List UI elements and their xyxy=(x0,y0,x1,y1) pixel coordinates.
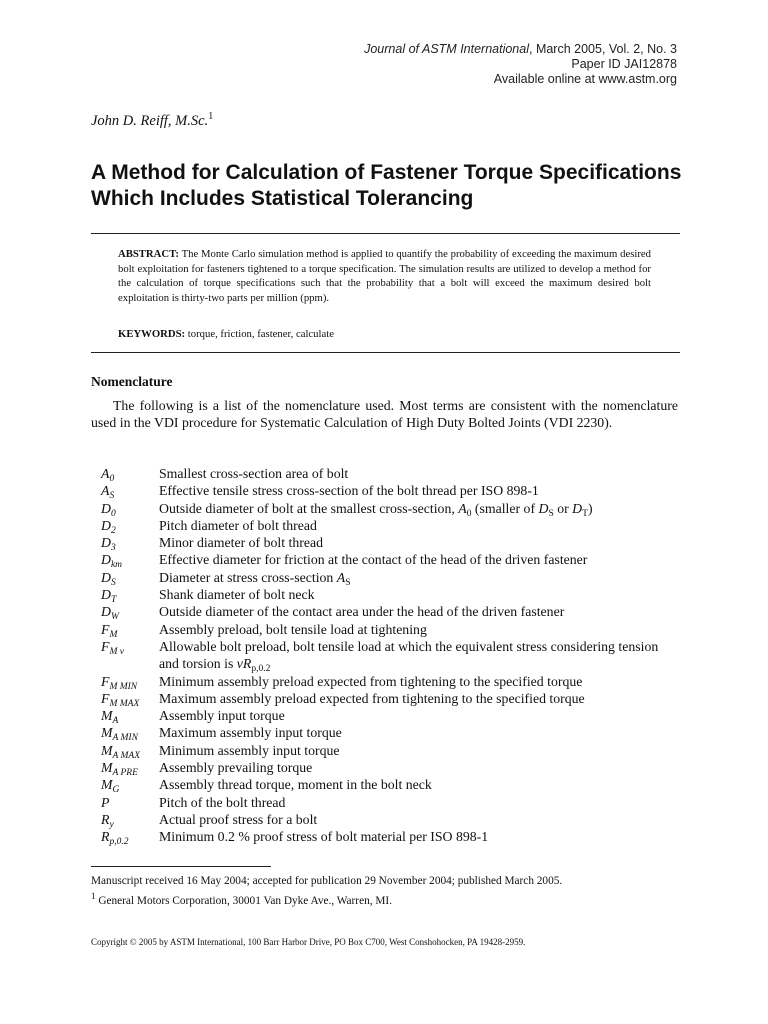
journal-citation xyxy=(364,42,677,57)
nomenclature-description xyxy=(159,482,681,499)
description-text: Maximum assembly input torque xyxy=(159,725,342,741)
description-text: Minimum assembly input torque xyxy=(159,742,340,758)
nomenclature-symbol xyxy=(101,828,159,848)
description-subscript: 0 xyxy=(466,508,472,519)
symbol-subscript: M MAX xyxy=(109,698,140,709)
nomenclature-symbol xyxy=(101,534,159,554)
nomenclature-item xyxy=(101,621,681,638)
symbol-subscript: 0 xyxy=(110,508,116,519)
description-text: (smaller of xyxy=(471,500,539,516)
symbol-base: D xyxy=(101,517,111,533)
description-symbol: D xyxy=(572,500,583,516)
description-text: Assembly preload, bolt tensile load at tightening xyxy=(159,621,427,637)
nomenclature-symbol xyxy=(101,551,159,571)
description-subscript: S xyxy=(548,508,554,519)
keywords-text: torque, friction, fastener, calculate xyxy=(185,328,334,340)
nomenclature-item xyxy=(101,586,681,606)
nomenclature-description xyxy=(159,603,681,620)
nomenclature-description xyxy=(159,707,681,724)
nomenclature-item xyxy=(101,811,681,828)
symbol-base: M xyxy=(101,725,113,741)
symbol-subscript: 0 xyxy=(109,474,115,484)
paper-title: A Method for Calculation of Fastener Torque Specifications Which Includes Statistical Tolerancing xyxy=(91,161,682,210)
nomenclature-symbol xyxy=(101,742,159,759)
description-text: Minimum assembly preload expected from tightening to the specified torque xyxy=(159,673,583,689)
nomenclature-item xyxy=(101,638,681,673)
journal-header xyxy=(364,42,677,87)
nomenclature-item xyxy=(101,828,681,848)
nomenclature-description xyxy=(159,742,681,759)
nomenclature-item xyxy=(101,794,681,811)
symbol-subscript: A MAX xyxy=(112,750,141,761)
affiliation-text: General Motors Corporation, 30001 Van Dyke Ave., Warren, MI. xyxy=(95,894,393,907)
symbol-base: M xyxy=(101,760,113,776)
symbol-subscript: y xyxy=(109,819,114,830)
nomenclature-description xyxy=(159,759,681,776)
nomenclature-description xyxy=(159,621,681,638)
keywords xyxy=(118,328,334,340)
nomenclature-description xyxy=(159,776,681,793)
online-availability: Available online at www.astm.org xyxy=(493,72,677,86)
symbol-base: R xyxy=(101,829,110,845)
symbol-base: D xyxy=(101,552,111,568)
nomenclature-symbol xyxy=(101,707,159,727)
nomenclature-symbol xyxy=(101,482,159,502)
symbol-subscript: M ν xyxy=(109,646,124,657)
nomenclature-item xyxy=(101,673,681,690)
nomenclature-description xyxy=(159,638,681,673)
symbol-base: F xyxy=(101,690,110,706)
symbol-subscript: 2 xyxy=(110,525,116,536)
description-text: or xyxy=(553,500,573,516)
symbol-base: M xyxy=(101,742,113,758)
symbol-subscript: A MIN xyxy=(112,733,138,744)
author-footnote-marker: 1 xyxy=(208,111,214,122)
symbol-base: M xyxy=(101,708,113,724)
description-text: Assembly prevailing torque xyxy=(159,760,313,776)
nomenclature-item xyxy=(101,724,681,744)
description-text: Actual proof stress for a bolt xyxy=(159,811,318,827)
footnotes xyxy=(91,874,562,909)
nomenclature-item xyxy=(101,690,681,707)
nomenclature-symbol xyxy=(101,690,159,707)
nomenclature-description xyxy=(159,500,681,517)
nomenclature-symbol xyxy=(101,517,159,534)
nomenclature-item xyxy=(101,500,681,517)
paper-id: Paper ID JAI12878 xyxy=(571,57,677,71)
nomenclature-symbol xyxy=(101,603,159,623)
symbol-base: D xyxy=(101,500,111,516)
nomenclature-description xyxy=(159,673,681,690)
nomenclature-description xyxy=(159,586,681,603)
nomenclature-symbol xyxy=(101,794,159,811)
author-line xyxy=(91,111,213,130)
nomenclature-symbol xyxy=(101,776,159,796)
symbol-subscript: S xyxy=(110,577,116,588)
nomenclature-description xyxy=(159,517,681,534)
affiliation-marker: 1 xyxy=(91,891,96,901)
description-text: Outside diameter of bolt at the smallest cross-section, xyxy=(159,500,459,516)
nomenclature-item xyxy=(101,534,681,554)
symbol-base: R xyxy=(101,811,110,827)
nomenclature-symbol xyxy=(101,465,159,482)
nomenclature-symbol xyxy=(101,500,159,517)
description-subscript: T xyxy=(582,508,588,519)
description-text: Outside diameter of the contact area under the head of the driven fastener xyxy=(159,604,565,620)
manuscript-note: Manuscript received 16 May 2004; accepted for publication 29 November 2004; published March 2005. xyxy=(91,875,563,887)
nomenclature-description xyxy=(159,569,681,586)
description-symbol: A xyxy=(458,500,467,516)
nomenclature-description xyxy=(159,465,681,482)
abstract xyxy=(118,247,651,305)
symbol-base: M xyxy=(101,777,113,793)
description-text: Minimum 0.2 % proof stress of bolt material per ISO 898-1 xyxy=(159,829,489,845)
abstract-text: The Monte Carlo simulation method is applied to quantify the probability of exceeding the maximum desired bolt exploitation for fasteners tightened to a torque specification. The simulation results are utilized to develop a method for the calculation of torque specifications such that the probability that a bolt will exceed the maximum desired bolt exploitation is thirty-two parts per million (ppm). xyxy=(118,248,651,304)
symbol-base: A xyxy=(101,466,110,481)
description-text: Assembly input torque xyxy=(159,708,285,724)
description-text: Maximum assembly preload expected from tightening to the specified torque xyxy=(159,690,585,706)
nomenclature-symbol xyxy=(101,811,159,828)
description-text: Minor diameter of bolt thread xyxy=(159,535,323,551)
description-text: Pitch of the bolt thread xyxy=(159,794,286,810)
nomenclature-item xyxy=(101,569,681,586)
nomenclature-item xyxy=(101,603,681,623)
copyright-notice: Copyright © 2005 by ASTM International, 100 Barr Harbor Drive, PO Box C700, West Conshohocken, PA 19428-2959. xyxy=(91,937,526,947)
symbol-subscript: W xyxy=(110,612,119,623)
nomenclature-symbol xyxy=(101,724,159,744)
description-text: Allowable bolt preload, bolt tensile load at which the equivalent stress considering tension and torsion is xyxy=(159,638,659,672)
symbol-subscript: p,0.2 xyxy=(109,837,129,848)
symbol-base: P xyxy=(101,794,110,810)
footnote-rule xyxy=(91,866,271,867)
description-symbol: D xyxy=(538,500,549,516)
nomenclature-description xyxy=(159,724,681,741)
nomenclature-symbol xyxy=(101,638,159,673)
description-symbol: A xyxy=(336,569,346,585)
symbol-subscript: S xyxy=(109,491,115,502)
symbol-base: F xyxy=(101,673,110,689)
nomenclature-symbol xyxy=(101,673,159,690)
abstract-bottom-rule xyxy=(91,352,680,353)
nomenclature-description xyxy=(159,534,681,551)
journal-name: Journal of ASTM International xyxy=(364,42,529,56)
nomenclature-item xyxy=(101,465,681,482)
symbol-base: D xyxy=(101,604,111,620)
description-subscript: p,0.2 xyxy=(251,664,271,675)
description-text: Effective diameter for friction at the contact of the head of the driven fastener xyxy=(159,552,588,568)
nomenclature-item xyxy=(101,551,681,571)
nomenclature-item xyxy=(101,707,681,727)
nomenclature-item xyxy=(101,482,681,502)
symbol-base: F xyxy=(101,621,110,637)
symbol-subscript: 3 xyxy=(110,543,116,554)
nomenclature-symbol xyxy=(101,759,159,779)
description-subscript: S xyxy=(345,577,351,588)
description-text: Diameter at stress cross-section xyxy=(159,569,337,585)
nomenclature-description xyxy=(159,690,681,707)
nomenclature-description xyxy=(159,828,681,845)
nomenclature-list xyxy=(101,465,681,846)
symbol-base: F xyxy=(101,638,110,654)
symbol-subscript: A PRE xyxy=(112,768,138,779)
nomenclature-intro: The following is a list of the nomenclature used. Most terms are consistent with the nomenclature used in the VDI procedure for Systematic Calculation of High Duty Bolted Joints (VDI 2230). xyxy=(91,398,678,431)
symbol-base: D xyxy=(101,569,111,585)
symbol-subscript: T xyxy=(110,595,117,606)
keywords-label: KEYWORDS: xyxy=(118,328,186,340)
nomenclature-description xyxy=(159,811,681,828)
nomenclature-item xyxy=(101,776,681,796)
nomenclature-description xyxy=(159,551,681,568)
symbol-base: D xyxy=(101,535,111,551)
description-symbol: νR xyxy=(236,656,252,672)
author-name: John D. Reiff, M.Sc. xyxy=(91,112,209,129)
description-text: Shank diameter of bolt neck xyxy=(159,587,315,603)
symbol-subscript: M xyxy=(109,629,118,640)
section-heading-nomenclature: Nomenclature xyxy=(91,374,173,389)
symbol-subscript: A xyxy=(112,716,119,727)
nomenclature-symbol xyxy=(101,621,159,638)
abstract-label: ABSTRACT: xyxy=(118,248,179,260)
journal-issue: , March 2005, Vol. 2, No. 3 xyxy=(529,42,677,56)
symbol-base: D xyxy=(101,587,111,603)
nomenclature-symbol xyxy=(101,586,159,606)
description-text: Effective tensile stress cross-section of the bolt thread per ISO 898-1 xyxy=(159,483,539,499)
symbol-subscript: km xyxy=(110,560,123,571)
nomenclature-description xyxy=(159,794,681,811)
description-text: Assembly thread torque, moment in the bolt neck xyxy=(159,777,432,793)
symbol-subscript: M MIN xyxy=(109,681,138,692)
nomenclature-item xyxy=(101,517,681,534)
description-text: Pitch diameter of bolt thread xyxy=(159,517,317,533)
nomenclature-item xyxy=(101,742,681,759)
affiliation-note xyxy=(91,889,562,909)
nomenclature-item xyxy=(101,759,681,779)
symbol-subscript: G xyxy=(112,785,120,796)
description-text: Smallest cross-section area of bolt xyxy=(159,466,349,481)
abstract-top-rule xyxy=(91,233,680,234)
symbol-base: A xyxy=(101,483,110,499)
description-text: ) xyxy=(587,500,593,516)
nomenclature-symbol xyxy=(101,569,159,586)
